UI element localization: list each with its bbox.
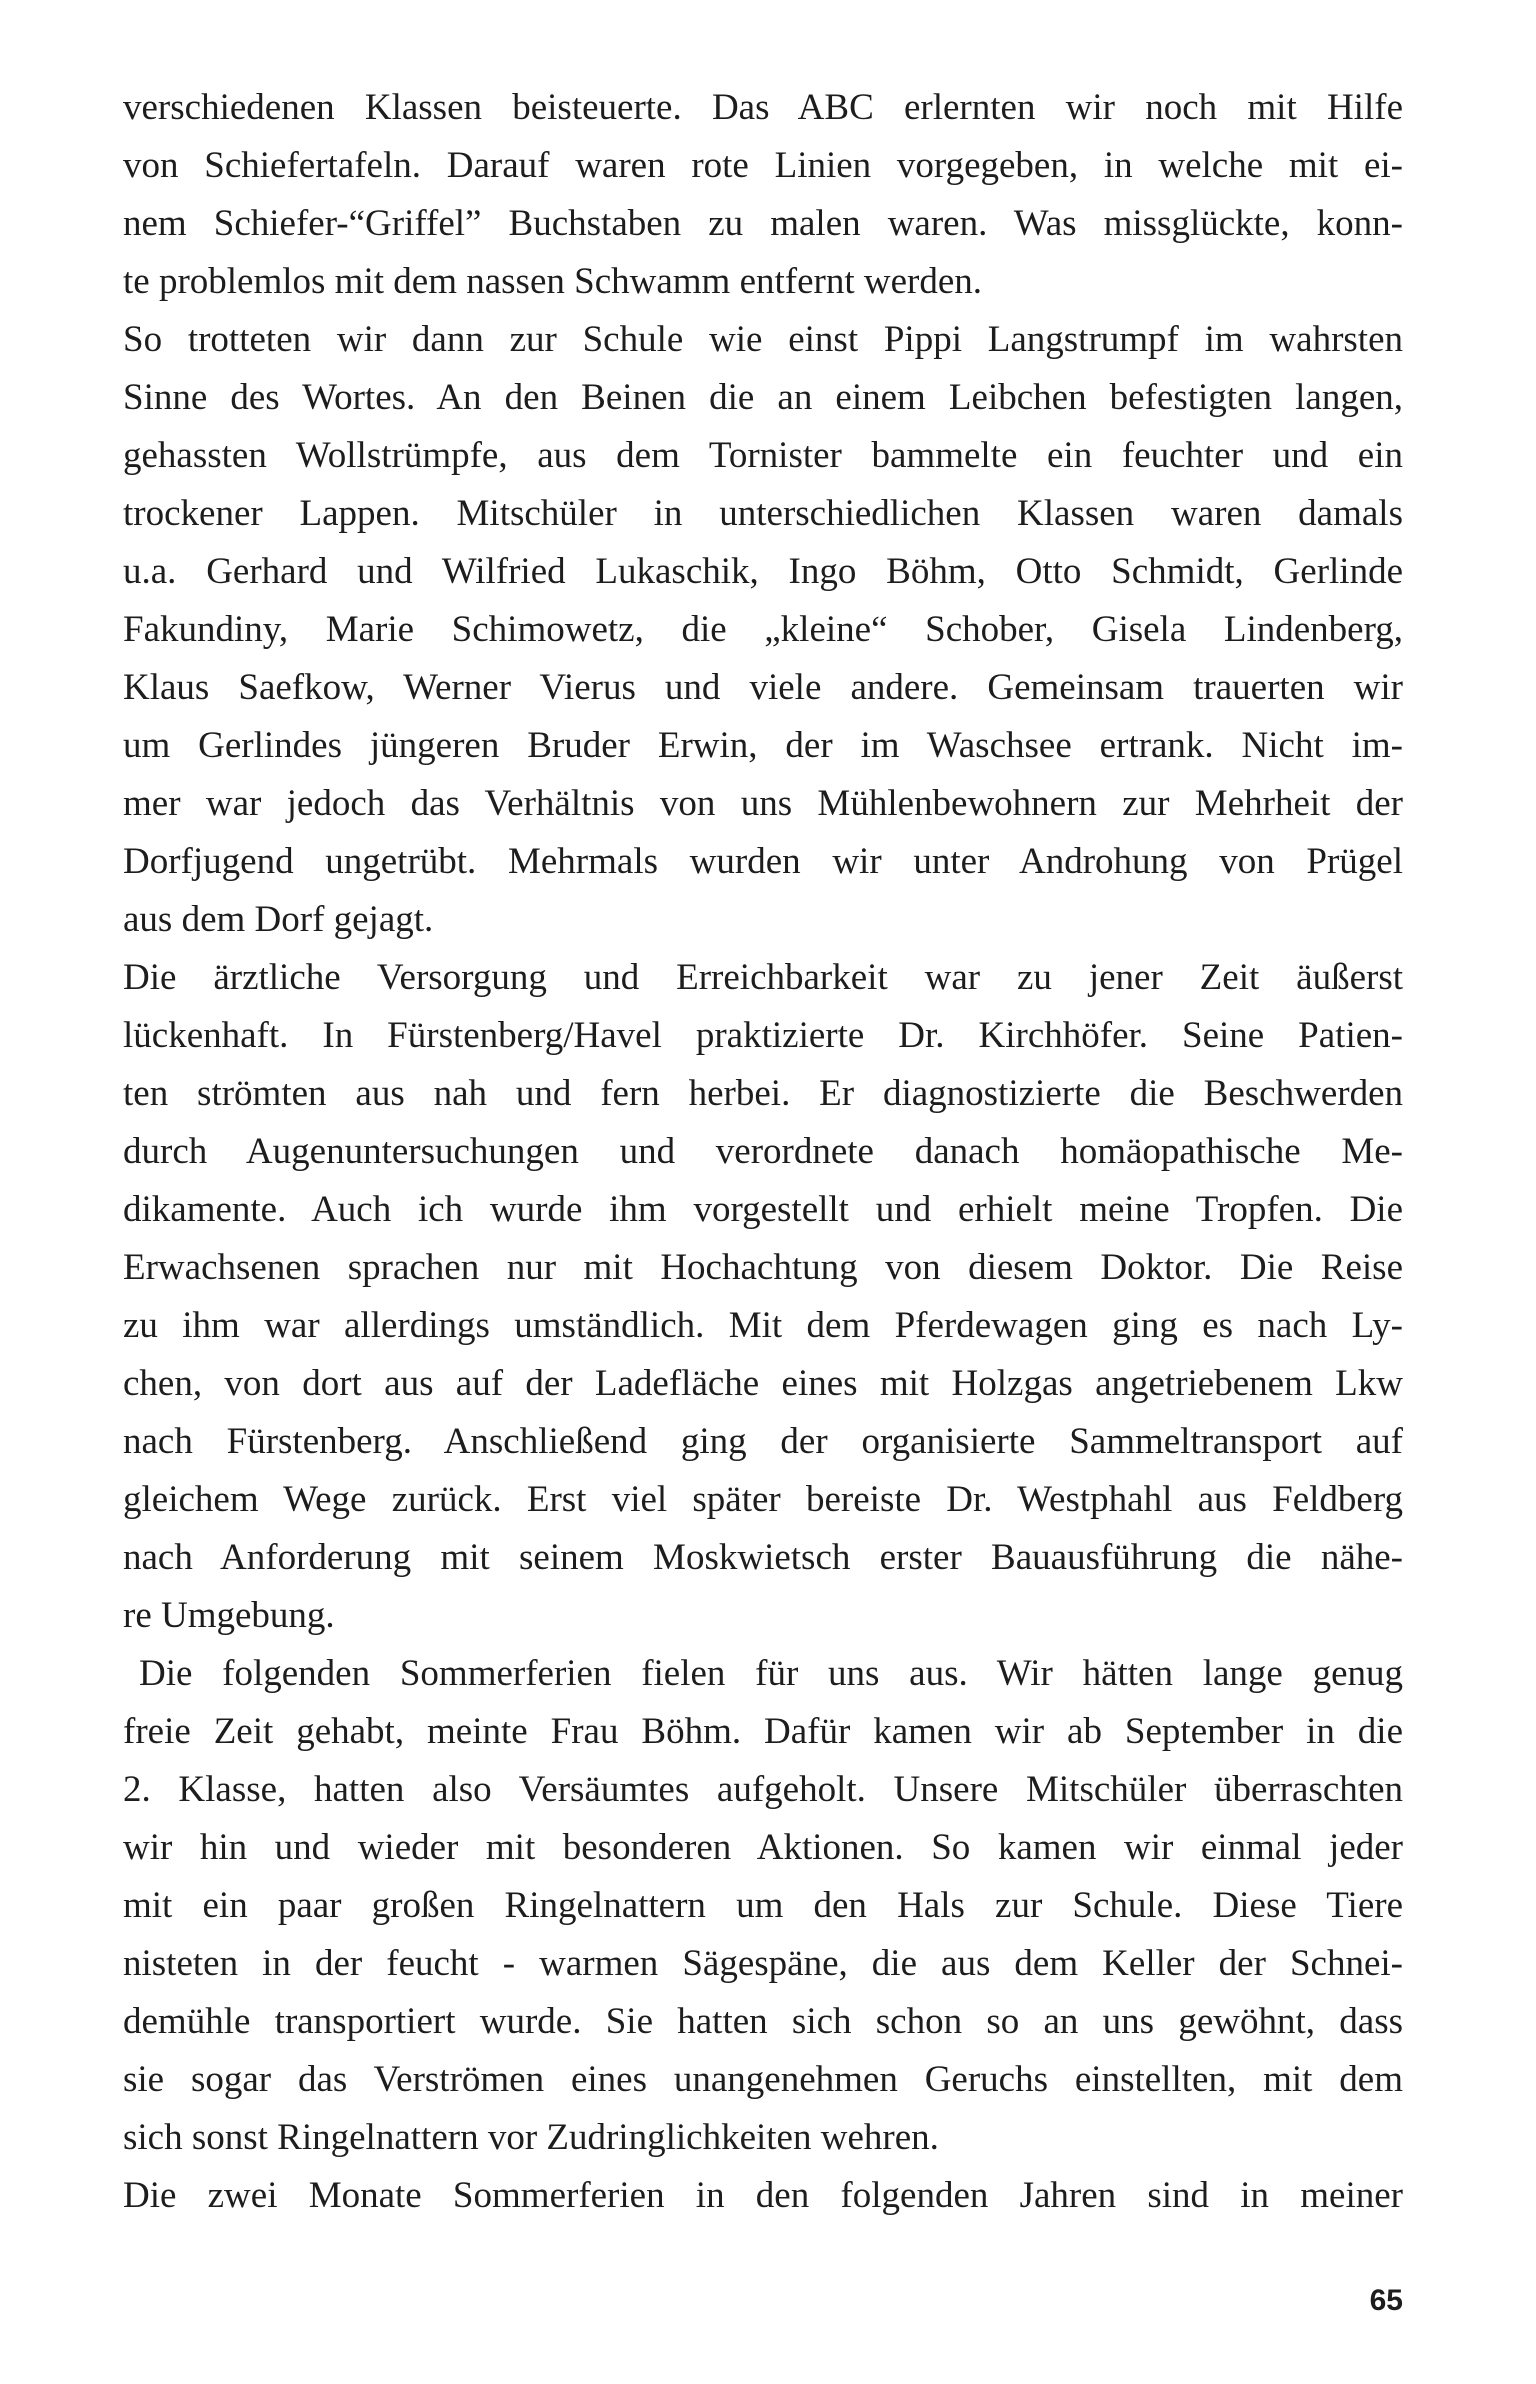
text-line: Die zwei Monate Sommerferien in den folgenden Jahren sind in meiner xyxy=(123,2175,1403,2216)
text-line: So trotteten wir dann zur Schule wie einst Pippi Langstrumpf im wahrsten xyxy=(123,319,1403,360)
text-line: Fakundiny, Marie Schimowetz, die „kleine“ Schober, Gisela Lindenberg, xyxy=(123,609,1403,650)
text-line: sie sogar das Verströmen eines unangenehmen Geruchs einstellten, mit dem xyxy=(123,2059,1403,2100)
text-line: durch Augenuntersuchungen und verordnete danach homäopathische Me- xyxy=(123,1131,1403,1172)
text-line: gleichem Wege zurück. Erst viel später bereiste Dr. Westphahl aus Feldberg xyxy=(123,1479,1403,1520)
text-line: verschiedenen Klassen beisteuerte. Das ABC erlernten wir noch mit Hilfe xyxy=(123,87,1403,128)
text-line: nisteten in der feucht - warmen Sägespäne, die aus dem Keller der Schnei- xyxy=(123,1943,1403,1984)
text-line: dikamente. Auch ich wurde ihm vorgestellt und erhielt meine Tropfen. Die xyxy=(123,1189,1403,1230)
text-line: nach Fürstenberg. Anschließend ging der organisierte Sammeltransport auf xyxy=(123,1421,1403,1462)
text-line: Sinne des Wortes. An den Beinen die an einem Leibchen befestigten langen, xyxy=(123,377,1403,418)
text-line: u.a. Gerhard und Wilfried Lukaschik, Ingo Böhm, Otto Schmidt, Gerlinde xyxy=(123,551,1403,592)
text-line: nem Schiefer-“Griffel” Buchstaben zu malen waren. Was missglückte, konn- xyxy=(123,203,1403,244)
text-line: mit ein paar großen Ringelnattern um den Hals zur Schule. Diese Tiere xyxy=(123,1885,1403,1926)
text-line: wir hin und wieder mit besonderen Aktionen. So kamen wir einmal jeder xyxy=(123,1827,1403,1868)
text-line: mer war jedoch das Verhältnis von uns Mühlenbewohnern zur Mehrheit der xyxy=(123,783,1403,824)
text-line: zu ihm war allerdings umständlich. Mit dem Pferdewagen ging es nach Ly- xyxy=(123,1305,1403,1346)
text-line: Erwachsenen sprachen nur mit Hochachtung von diesem Doktor. Die Reise xyxy=(123,1247,1403,1288)
text-line: um Gerlindes jüngeren Bruder Erwin, der im Waschsee ertrank. Nicht im- xyxy=(123,725,1403,766)
text-line: von Schiefertafeln. Darauf waren rote Linien vorgegeben, in welche mit ei- xyxy=(123,145,1403,186)
text-line: demühle transportiert wurde. Sie hatten sich schon so an uns gewöhnt, dass xyxy=(123,2001,1403,2042)
text-line: trockener Lappen. Mitschüler in unterschiedlichen Klassen waren damals xyxy=(123,493,1403,534)
text-line: Klaus Saefkow, Werner Vierus und viele andere. Gemeinsam trauerten wir xyxy=(123,667,1403,708)
text-line: ten strömten aus nah und fern herbei. Er diagnostizierte die Beschwerden xyxy=(123,1073,1403,1114)
text-line: Die folgenden Sommerferien fielen für uns aus. Wir hätten lange genug xyxy=(139,1653,1403,1694)
book-page xyxy=(123,78,1403,2308)
text-line: chen, von dort aus auf der Ladefläche eines mit Holzgas angetriebenem Lkw xyxy=(123,1363,1403,1404)
page-number: 65 xyxy=(1369,2284,1403,2317)
text-line: freie Zeit gehabt, meinte Frau Böhm. Dafür kamen wir ab September in die xyxy=(123,1711,1403,1752)
text-line: lückenhaft. In Fürstenberg/Havel praktizierte Dr. Kirchhöfer. Seine Patien- xyxy=(123,1015,1403,1056)
text-line: 2. Klasse, hatten also Versäumtes aufgeholt. Unsere Mitschüler überraschten xyxy=(123,1769,1403,1810)
text-line: Dorfjugend ungetrübt. Mehrmals wurden wir unter Androhung von Prügel xyxy=(123,841,1403,882)
text-line: sich sonst Ringelnattern vor Zudringlichkeiten wehren. xyxy=(123,2117,939,2158)
text-line: gehassten Wollstrümpfe, aus dem Tornister bammelte ein feuchter und ein xyxy=(123,435,1403,476)
text-line: re Umgebung. xyxy=(123,1595,335,1636)
text-line: te problemlos mit dem nassen Schwamm entfernt werden. xyxy=(123,261,983,302)
text-line: aus dem Dorf gejagt. xyxy=(123,899,434,940)
text-line: Die ärztliche Versorgung und Erreichbarkeit war zu jener Zeit äußerst xyxy=(123,957,1403,998)
text-line: nach Anforderung mit seinem Moskwietsch erster Bauausführung die nähe- xyxy=(123,1537,1403,1578)
